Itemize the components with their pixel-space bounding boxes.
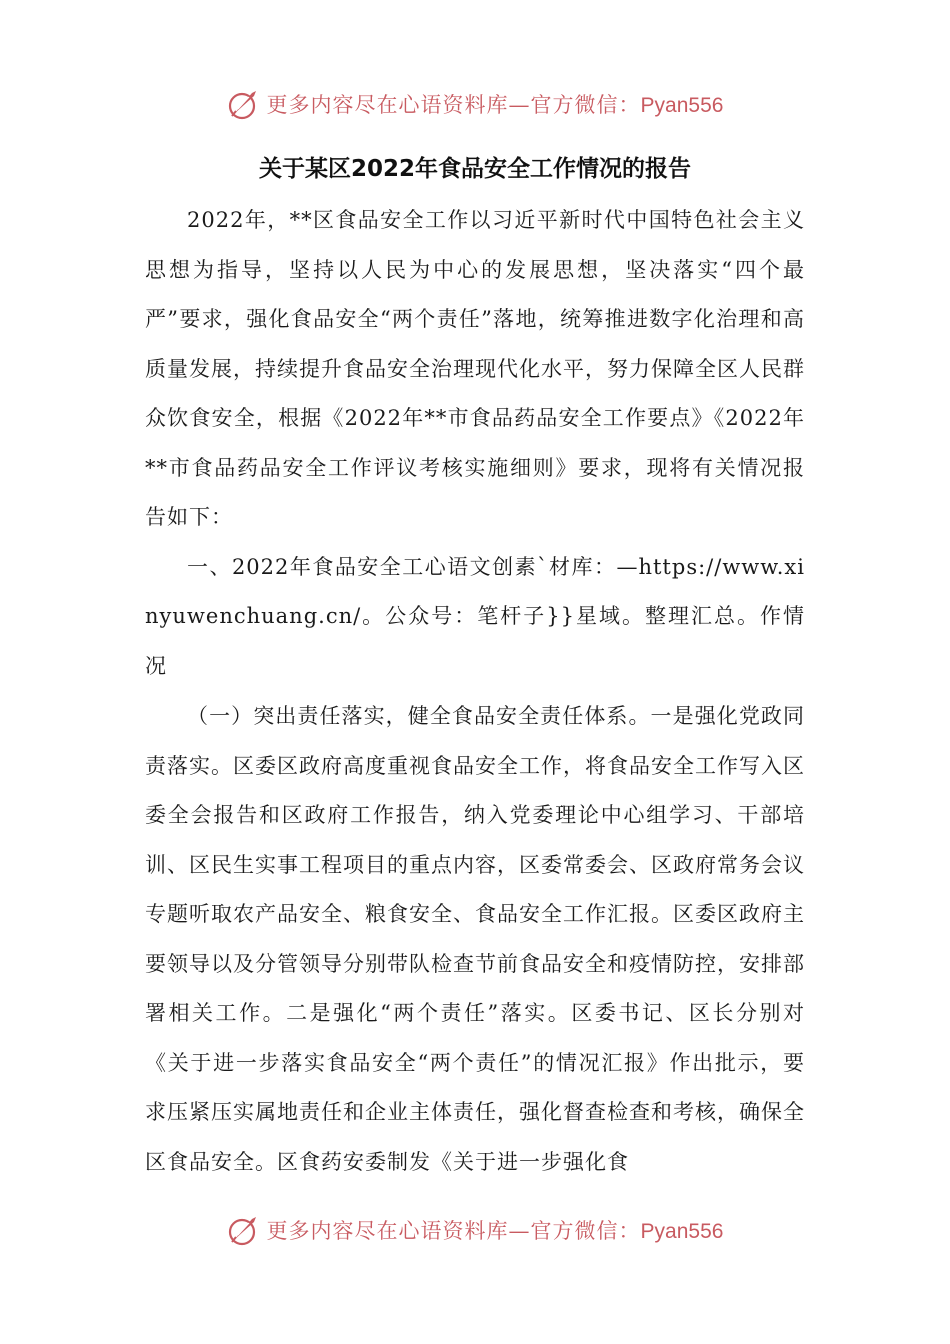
- footer-watermark: [0, 1210, 950, 1250]
- watermark-wechat-id: Pyan556: [640, 1220, 724, 1243]
- paragraph-section-one-heading: 一、2022年食品安全工心语文创素`材库：—https://www.xinyuwenchuang.cn/。公众号：笔杆子}}星域。整理汇总。作情况: [145, 554, 805, 678]
- paragraph-intro: 2022年，**区食品安全工作以习近平新时代中国特色社会主义思想为指导，坚持以人民为中心的发展思想，坚决落实“四个最严”要求，强化食品安全“两个责任”落地，统筹推进数字化治理和高质量发展，持续提升食品安全治理现代化水平，努力保障全区人民群众饮食安全，根据《2022年**市食品药品安全工作要点》《2022年**市食品药品安全工作评议考核实施细则》要求，现将有关情况报告如下：: [145, 208, 805, 529]
- watermark-text: 更多内容尽在心语资料库—官方微信：Pyan556: [266, 93, 724, 117]
- document-title: 关于某区2022年食品安全工作情况的报告: [258, 156, 691, 182]
- header-watermark: [0, 84, 950, 124]
- paragraph-responsibility: （一）突出责任落实，健全食品安全责任体系。一是强化党政同责落实。区委区政府高度重视食品安全工作，将食品安全工作写入区委全会报告和区政府工作报告，纳入党委理论中心组学习、干部培训、区民生实事工程项目的重点内容，区委常委会、区政府常务会议专题听取农产品安全、粮食安全、食品安全工作汇报。区委区政府主要领导以及分管领导分别带队检查节前食品安全和疫情防控，安排部署相关工作。二是强化“两个责任”落实。区委书记、区长分别对《关于进一步落实食品安全“两个责任”的情况汇报》作出批示，要求压紧压实属地责任和企业主体责任，强化督查检查和考核，确保全区食品安全。区食药安委制发《关于进一步强化食: [145, 704, 805, 1174]
- quill-logo-icon: [227, 1213, 261, 1247]
- watermark-text: 更多内容尽在心语资料库—官方微信：Pyan556: [266, 1219, 724, 1243]
- document-body: [145, 196, 805, 1187]
- watermark-wechat-id: Pyan556: [640, 94, 724, 117]
- quill-logo-icon: [227, 87, 261, 121]
